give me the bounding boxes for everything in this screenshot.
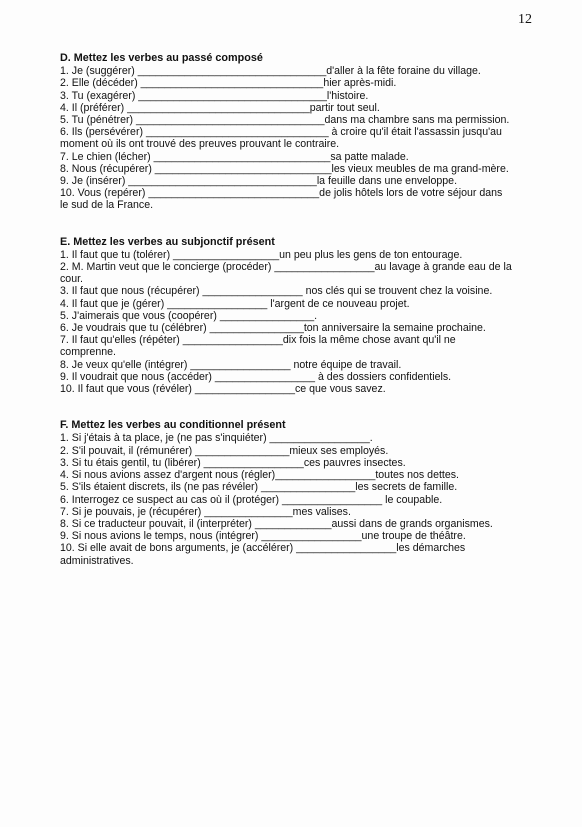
exercise-item: 10. Il faut que vous (révéler) _________________ce que vous savez. <box>60 383 386 396</box>
exercise-item: 3. Tu (exagérer) ________________________________l'histoire. <box>60 89 369 102</box>
exercise-item: 5. Tu (pénétrer) ________________________________dans ma chambre sans ma permission. <box>60 114 510 127</box>
exercise-item: 4. Si nous avions assez d'argent nous (régler)_________________toutes nos dettes. <box>60 469 459 482</box>
exercise-item: 4. Il (préférer) _______________________________partir tout seul. <box>60 101 380 114</box>
page-number: 12 <box>518 12 532 27</box>
exercise-item: 3. Si tu étais gentil, tu (libérer) _________________ces pauvres insectes. <box>60 456 406 469</box>
exercise-item: 10. Vous (repérer) _____________________________de jolis hôtels lors de votre séjour dans le sud de la France. <box>60 187 503 212</box>
exercise-item: 9. Je (insérer) ________________________________la feuille dans une enveloppe. <box>60 175 458 188</box>
section-title: D. Mettez les verbes au passé composé <box>60 52 263 64</box>
exercise-item: 3. Il faut que nous (récupérer) _________________ nos clés qui se trouvent chez la voisine. <box>60 285 493 298</box>
exercise-item: 5. S'ils étaient discrets, ils (ne pas révéler) ________________les secrets de famille. <box>60 481 458 494</box>
exercise-item: 1. Je (suggérer) ________________________________d'aller à la fête foraine du village. <box>60 65 481 78</box>
section-e <box>60 236 512 396</box>
exercise-item: 6. Interrogez ce suspect au cas où il (protéger) _________________ le coupable. <box>60 493 443 506</box>
section-title: E. Mettez les verbes au subjonctif présent <box>60 235 275 248</box>
exercise-item: 8. Nous (récupérer) ______________________________les vieux meubles de ma grand-mère. <box>60 162 509 175</box>
exercise-item: 7. Il faut qu'elles (répéter) _________________dix fois la même chose avant qu'il ne comprenne. <box>60 334 456 359</box>
exercise-item: 9. Si nous avions le temps, nous (intégrer) _________________une troupe de théâtre. <box>60 530 466 543</box>
exercise-item: 8. Si ce traducteur pouvait, il (interpréter) _____________aussi dans de grands organismes. <box>60 517 493 530</box>
exercise-content <box>60 52 512 567</box>
exercise-item: 6. Je voudrais que tu (célébrer) ________________ton anniversaire la semaine prochaine. <box>60 322 486 335</box>
exercise-item: 9. Il voudrait que nous (accéder) _________________ à des dossiers confidentiels. <box>60 370 452 383</box>
section-d <box>60 52 512 212</box>
exercise-item: 1. Si j'étais à ta place, je (ne pas s'inquiéter) _________________. <box>60 432 373 445</box>
exercise-item: 2. M. Martin veut que le concierge (procéder) _________________au lavage à grande eau de la cour. <box>60 261 512 286</box>
exercise-item: 7. Le chien (lécher) ______________________________sa patte malade. <box>60 150 409 163</box>
exercise-item: 7. Si je pouvais, je (récupérer) _______________mes valises. <box>60 505 351 518</box>
exercise-item: 5. J'aimerais que vous (coopérer) ________________. <box>60 309 318 322</box>
exercise-item: 6. Ils (persévérer) _______________________________ à croire qu'il était l'assassin jusqu'au moment où ils ont trouvé des preuves prouvant le contraire. <box>60 126 502 151</box>
exercise-item: 2. Elle (décéder) _______________________________hier après-midi. <box>60 77 397 90</box>
exercise-item: 4. Il faut que je (gérer) _________________ l'argent de ce nouveau projet. <box>60 297 410 310</box>
section-title: F. Mettez les verbes au conditionnel présent <box>60 419 286 432</box>
exercise-item: 2. S'il pouvait, il (rémunérer) ________________mieux ses employés. <box>60 444 389 457</box>
exercise-item: 8. Je veux qu'elle (intégrer) _________________ notre équipe de travail. <box>60 358 402 371</box>
exercise-item: 10. Si elle avait de bons arguments, je (accélérer) _________________les démarches administratives. <box>60 542 466 567</box>
section-f <box>60 419 512 566</box>
exercise-item: 1. Il faut que tu (tolérer) __________________un peu plus les gens de ton entourage. <box>60 248 463 261</box>
